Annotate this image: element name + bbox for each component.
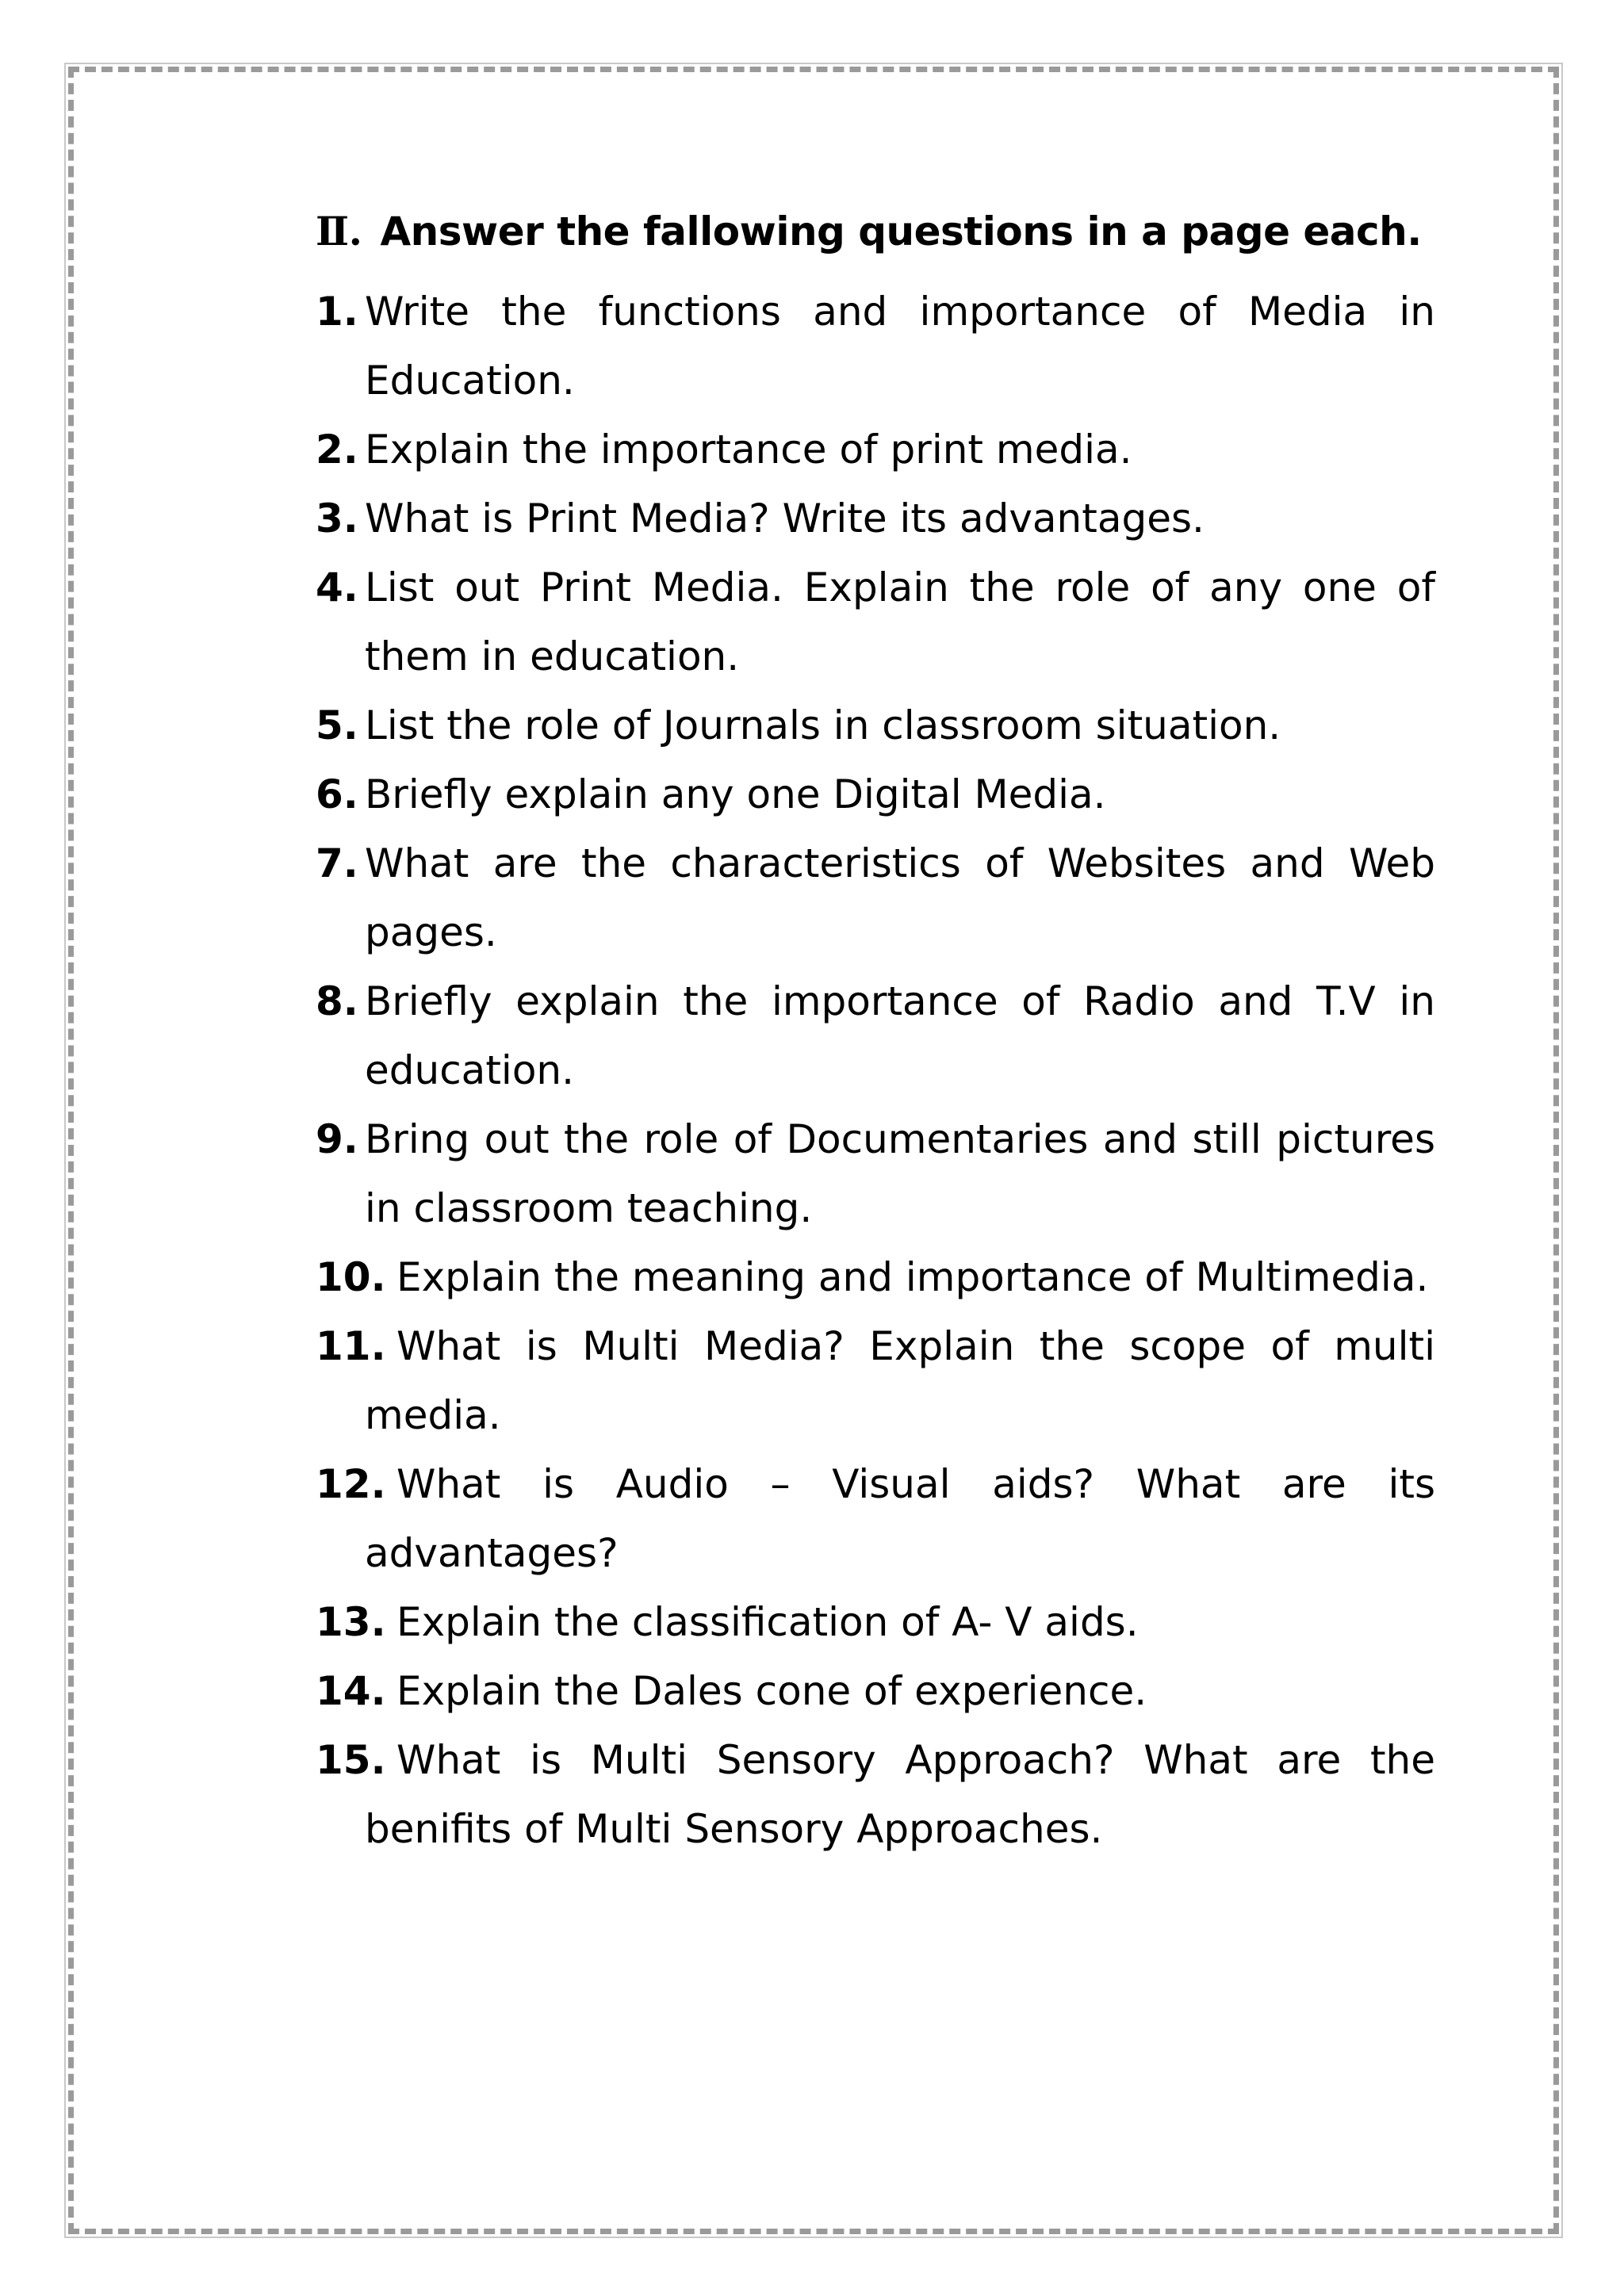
question-number: 3.	[316, 496, 358, 541]
question-item	[316, 415, 1435, 484]
question-item	[316, 967, 1435, 1105]
question-text: What are the characteristics of Websites and Web pages.	[365, 840, 1435, 955]
question-number: 1.	[316, 289, 358, 335]
question-item	[316, 553, 1435, 691]
question-item	[316, 1588, 1435, 1657]
question-text: Explain the classification of A- V aids.	[396, 1599, 1139, 1645]
question-text: What is Multi Sensory Approach? What are the benifits of Multi Sensory Approaches.	[365, 1737, 1435, 1852]
question-number: 2.	[316, 427, 358, 473]
section-number: Ⅱ.	[316, 208, 362, 254]
section-instruction: Answer the fallowing questions in a page each.	[380, 209, 1422, 254]
question-number: 12.	[316, 1461, 386, 1507]
question-number: 4.	[316, 564, 358, 610]
question-item	[316, 277, 1435, 415]
question-number: 10.	[316, 1254, 386, 1300]
question-item	[316, 1312, 1435, 1450]
question-text: Write the functions and importance of Media in Education.	[365, 289, 1435, 404]
question-list	[316, 277, 1435, 1864]
question-text: What is Multi Media? Explain the scope of multi media.	[365, 1323, 1435, 1438]
question-text: What is Print Media? Write its advantages.	[365, 496, 1205, 541]
question-text: Explain the importance of print media.	[365, 427, 1132, 473]
question-number: 9.	[316, 1116, 358, 1162]
question-item	[316, 484, 1435, 553]
question-text: List the role of Journals in classroom situation.	[365, 702, 1281, 748]
question-item	[316, 691, 1435, 760]
question-item	[316, 760, 1435, 829]
question-item	[316, 1105, 1435, 1243]
question-text: Bring out the role of Documentaries and still pictures in classroom teaching.	[365, 1116, 1435, 1231]
question-text: What is Audio – Visual aids? What are its advantages?	[365, 1461, 1435, 1576]
question-item	[316, 1450, 1435, 1588]
question-text: Briefly explain any one Digital Media.	[365, 771, 1106, 817]
question-number: 5.	[316, 702, 358, 748]
question-item	[316, 1726, 1435, 1864]
question-number: 11.	[316, 1323, 386, 1369]
question-section	[316, 200, 1435, 1864]
question-text: Briefly explain the importance of Radio and T.V in education.	[365, 978, 1435, 1093]
question-text: Explain the meaning and importance of Multimedia.	[396, 1254, 1429, 1300]
question-item	[316, 1657, 1435, 1726]
question-number: 7.	[316, 840, 358, 886]
question-number: 6.	[316, 771, 358, 817]
question-number: 13.	[316, 1599, 386, 1645]
question-item	[316, 1243, 1435, 1312]
question-text: List out Print Media. Explain the role of any one of them in education.	[365, 564, 1435, 679]
section-heading	[316, 200, 1435, 263]
question-number: 15.	[316, 1737, 386, 1783]
question-number: 14.	[316, 1668, 386, 1714]
question-number: 8.	[316, 978, 358, 1024]
question-text: Explain the Dales cone of experience.	[396, 1668, 1147, 1714]
question-item	[316, 829, 1435, 967]
